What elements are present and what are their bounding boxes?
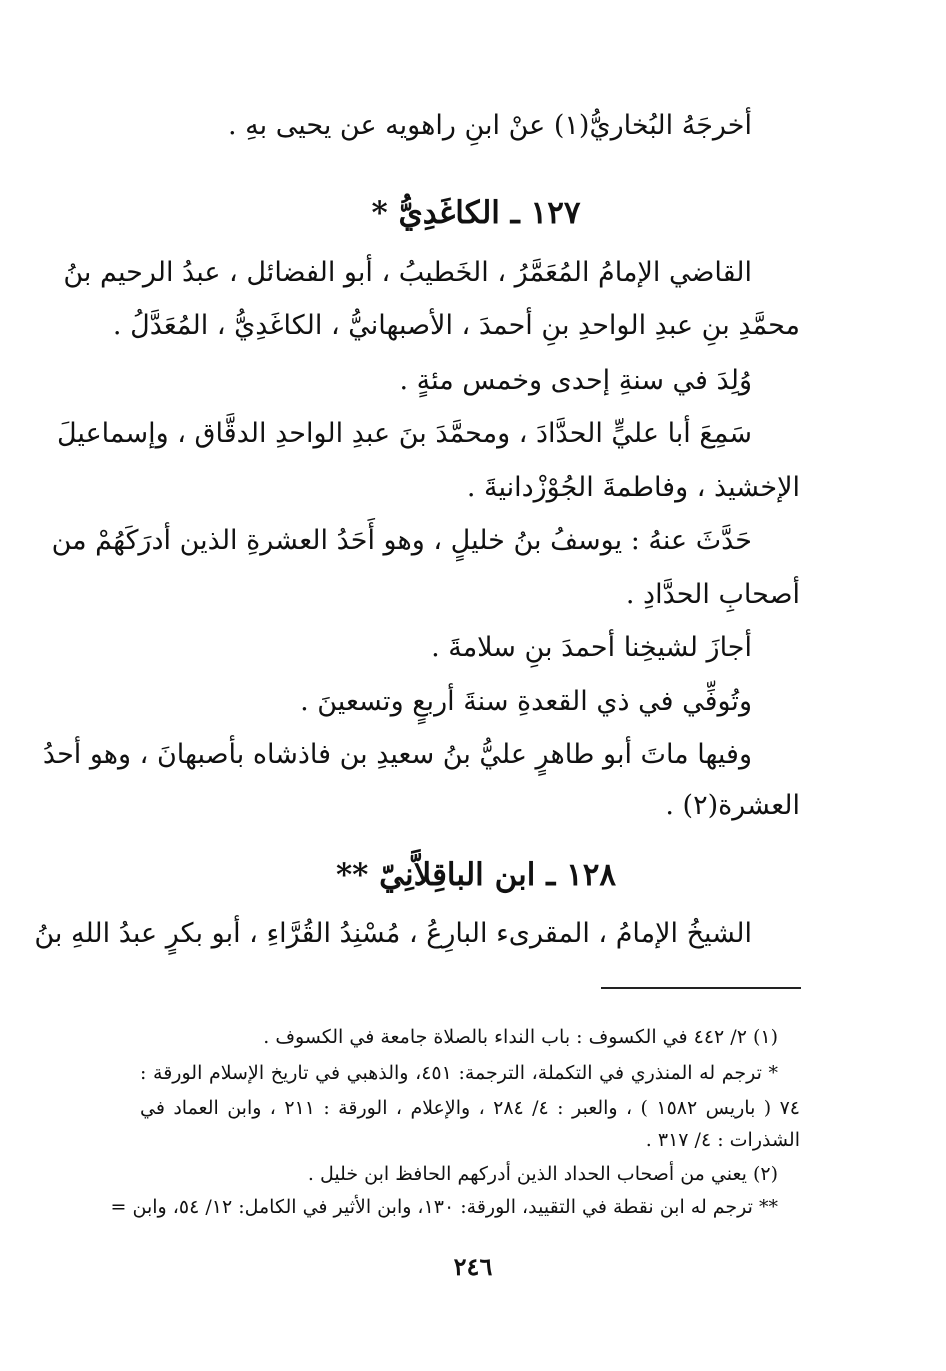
footnote-line: ** ترجم له ابن نقطة في التقييد، الورقة: ١٣٠، وابن الأثير في الكامل: ١٢/ ٥٤، وابن =	[110, 1196, 778, 1218]
footnote-line: * ترجم له المنذري في التكملة، الترجمة: ٤٥١، والذهبي في تاريخ الإسلام الورقة :	[140, 1062, 778, 1084]
footnote-line: ٧٤ ( باريس ١٥٨٢ ) ، والعبر : ٤/ ٢٨٤ ، والإعلام ، الورقة : ٢١١ ، وابن العماد في	[140, 1097, 800, 1119]
entry-127-line: أجازَ لشيخِنا أحمدَ بنِ سلامةَ .	[431, 632, 752, 663]
entry-127-line: العشرة(٢) .	[665, 790, 800, 821]
entry-128-heading: ١٢٨ ـ ابن الباقِلاَّنِيّ **	[335, 857, 617, 893]
entry-127-line: وُلِدَ في سنةِ إحدى وخمس مئةٍ .	[399, 365, 752, 396]
entry-127-line: الإخشيذ ، وفاطمةَ الجُوْزْدانيةَ .	[466, 472, 800, 503]
entry-128-line: الشيخُ الإمامُ ، المقرىء البارِعُ ، مُسْنِدُ القُرَّاءِ ، أبو بكرٍ عبدُ اللهِ بنُ	[34, 918, 752, 949]
intro-line: أخرجَهُ البُخاريُّ(١) عنْ ابنِ راهويه عن يحيى بهِ .	[228, 110, 752, 141]
entry-127-line: محمَّدِ بنِ عبدِ الواحدِ بنِ أحمدَ ، الأصبهانيُّ ، الكاغَدِيُّ ، المُعَدَّلُ .	[112, 310, 800, 341]
footnote-divider	[601, 987, 801, 989]
footnote-line: الشذرات : ٤/ ٣١٧ .	[645, 1129, 800, 1151]
footnote-line: (٢) يعني من أصحاب الحداد الذين أدركهم الحافظ ابن خليل .	[307, 1163, 778, 1185]
footnote-line: (١) ٢/ ٤٤٢ في الكسوف : باب النداء بالصلاة جامعة في الكسوف .	[263, 1026, 778, 1048]
entry-127-heading: ١٢٧ ـ الكاغَدِيُّ *	[371, 195, 581, 231]
entry-127-line: أصحابِ الحدَّادِ .	[625, 579, 800, 610]
entry-127-line: سَمِعَ أبا عليٍّ الحدَّادَ ، ومحمَّدَ بنَ عبدِ الواحدِ الدقَّاق ، وإسماعيلَ	[56, 418, 752, 449]
entry-127-line: حَدَّثَ عنهُ : يوسفُ بنُ خليلٍ ، وهو أَحَدُ العشرةِ الذين أدرَكَهُمْ من	[51, 525, 752, 556]
page-number: ٢٤٦	[453, 1252, 493, 1281]
entry-127-line: وتُوفِّي في ذي القعدةِ سنةَ أربعٍ وتسعينَ .	[300, 686, 752, 717]
entry-127-line: القاضي الإمامُ المُعَمَّرُ ، الخَطيبُ ، أبو الفضائل ، عبدُ الرحيم بنُ	[63, 257, 752, 288]
entry-127-line: وفيها ماتَ أبو طاهرٍ عليُّ بنُ سعيدِ بن فاذشاه بأصبهانَ ، وهو أحدُ	[42, 739, 752, 770]
